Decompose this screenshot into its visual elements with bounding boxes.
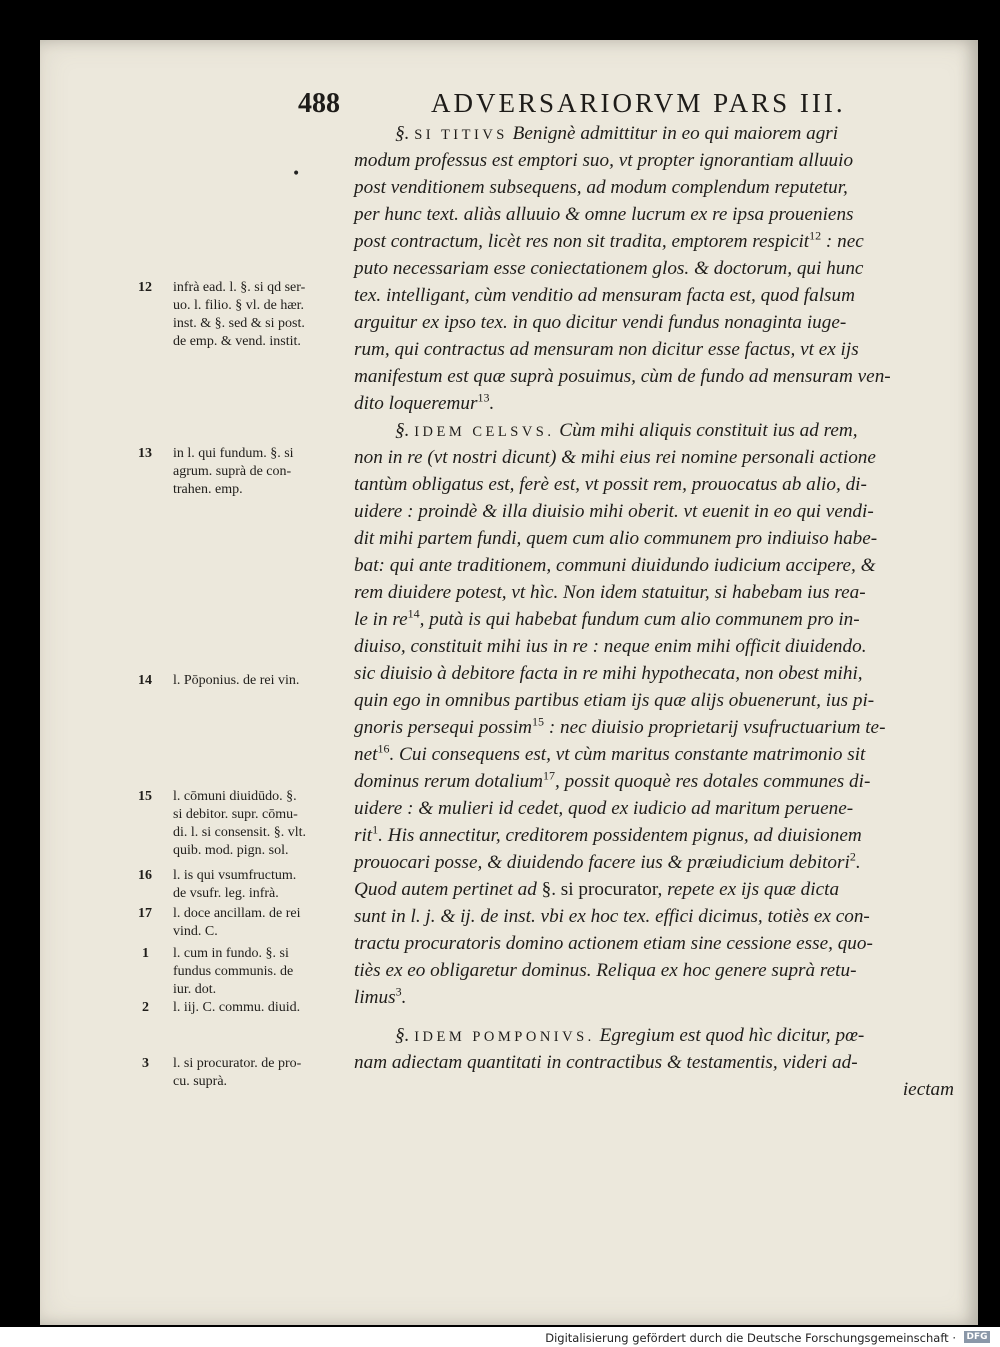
- text-line: [354, 822, 862, 847]
- text-segment: non in re (vt nostri dicunt) & mihi eius rei nomine personali actione: [354, 447, 876, 468]
- margin-note-number: 13: [138, 446, 152, 461]
- page-number: 488: [298, 88, 340, 119]
- text-line: [354, 339, 859, 361]
- text-line: [354, 663, 863, 685]
- text-segment: iectam: [902, 1079, 954, 1100]
- text-line: [395, 1025, 864, 1047]
- text-line: [354, 741, 866, 766]
- text-segment: uidere : proindè & illa diuisio mihi oberit. vt euenit in eo qui vendi-: [354, 501, 874, 522]
- text-segment: tractu procuratoris domino actionem etiam sine cessione esse, quo-: [354, 933, 873, 954]
- text-segment: , possit quoquè res dotales communes di-: [555, 771, 871, 792]
- margin-note-line: l. doce ancillam. de rei: [173, 906, 301, 921]
- text-line: [354, 636, 867, 658]
- book-page: [40, 40, 978, 1325]
- text-line: [354, 228, 864, 253]
- margin-note-line: de vsufr. leg. infrà.: [173, 886, 279, 901]
- text-segment: §. si procurator,: [541, 879, 663, 900]
- text-segment: , putà is qui habebat fundum cum alio communem pro in-: [419, 609, 860, 630]
- text-line: [395, 123, 838, 145]
- margin-note-line: in l. qui fundum. §. si: [173, 446, 294, 461]
- footnote-ref: 16: [377, 741, 390, 756]
- text-segment: tantùm obligatus est, ferè est, vt possit rem, prouocatus ab alio, di-: [354, 474, 867, 495]
- text-line: [395, 420, 858, 442]
- text-line: [354, 798, 853, 820]
- footnote-ref: 13: [477, 390, 490, 405]
- margin-note-line: de emp. & vend. instit.: [173, 334, 301, 349]
- text-line: [354, 366, 891, 388]
- margin-note-line: l. is qui vsumfructum.: [173, 868, 297, 883]
- text-line: [354, 849, 861, 874]
- margin-note-line: infrà ead. l. §. si qd ser-: [173, 280, 306, 295]
- text-line: [354, 984, 407, 1009]
- text-line: [354, 177, 848, 199]
- text-line: [354, 528, 877, 550]
- text-segment: limus: [354, 987, 396, 1008]
- margin-note-line: uo. l. filio. § vl. de hær.: [173, 298, 305, 313]
- footnote-ref: 12: [809, 228, 822, 243]
- text-segment: . Cui consequens est, vt cùm maritus constante matrimonio sit: [389, 744, 866, 765]
- text-segment: §.: [395, 123, 415, 144]
- text-segment: sic diuisio à debitore facta in re mihi hypothecata, non obest mihi,: [354, 663, 863, 684]
- text-segment: Egregium est quod hìc dicitur, pœ-: [594, 1025, 865, 1046]
- running-head: ADVERSARIORVM PARS III.: [431, 88, 846, 118]
- footnote-ref: 3: [395, 984, 402, 999]
- text-line: [354, 582, 866, 604]
- text-line: [354, 960, 857, 982]
- text-segment: dominus rerum dotalium: [354, 771, 544, 792]
- margin-note-line: cu. suprà.: [173, 1074, 228, 1089]
- text-segment: arguitur ex ipso tex. in quo dicitur vendi fundus nonaginta iuge-: [354, 312, 847, 333]
- text-segment: : nec diuisio proprietarij vsufructuarium te-: [544, 717, 886, 738]
- page-header: [298, 88, 958, 128]
- margin-note-line: agrum. suprà de con-: [173, 464, 292, 479]
- margin-note-line: di. l. si consensit. §. vlt.: [173, 825, 306, 840]
- text-segment: sunt in l. j. & ij. de inst. vbi ex hoc tex. effici dicimus, totiès ex con-: [354, 906, 870, 927]
- text-segment: net: [354, 744, 378, 765]
- text-segment: .: [489, 393, 495, 414]
- text-segment: quin ego in omnibus partibus etiam ijs quæ alijs obuenerunt, ius pi-: [354, 690, 875, 711]
- text-segment: .: [855, 852, 861, 873]
- text-line: [354, 447, 876, 469]
- text-segment: tex. intelligant, cùm venditio ad mensuram facta est, quod falsum: [354, 285, 855, 306]
- text-segment: modum professus est emptori suo, vt propter ignorantiam alluuio: [354, 150, 854, 171]
- margin-note-line: quib. mod. pign. sol.: [173, 843, 289, 858]
- footnote-ref: 17: [543, 768, 556, 783]
- margin-note-number: 2: [142, 1000, 149, 1015]
- footnote-ref: 15: [532, 714, 545, 729]
- margin-note-number: 17: [138, 906, 152, 921]
- text-line: [354, 1052, 858, 1074]
- margin-note-line: iur. dot.: [173, 982, 217, 997]
- text-segment: rum, qui contractus ad mensuram non dicitur esse factus, vt ex ijs: [354, 339, 859, 360]
- text-segment: repete ex ijs quæ dicta: [662, 879, 840, 900]
- margin-note-line: l. si procurator. de pro-: [173, 1056, 302, 1071]
- text-segment: Benignè admittitur in eo qui maiorem agri: [507, 123, 839, 144]
- margin-note-line: vind. C.: [173, 924, 218, 939]
- text-line: [354, 690, 874, 712]
- text-line: [354, 312, 846, 334]
- footnote-ref: 1: [372, 822, 379, 837]
- margin-note-line: l. Pōponius. de rei vin.: [173, 673, 300, 688]
- text-line: [354, 906, 870, 928]
- text-segment: le in re: [354, 609, 408, 630]
- text-segment: Quod autem pertinet ad: [354, 879, 542, 900]
- text-line: [354, 768, 871, 793]
- text-segment: : nec: [821, 231, 864, 252]
- margin-note-line: l. cōmuni diuidūdo. §.: [173, 789, 297, 804]
- text-segment: rit: [354, 825, 373, 846]
- text-segment: post contractum, licèt res non sit tradita, emptorem respicit: [354, 231, 810, 252]
- margin-note-number: 14: [138, 673, 152, 688]
- text-segment: manifestum est quæ suprà posuimus, cùm de fundo ad mensuram ven-: [354, 366, 891, 387]
- text-line: [354, 258, 863, 280]
- text-segment: bat: qui ante traditionem, communi diuidundo iudicium accipere, &: [354, 555, 876, 576]
- text-segment: .: [401, 987, 407, 1008]
- section-heading: SI TITIVS: [414, 127, 508, 143]
- text-segment: diuiso, constituit mihi ius in re : neque enim mihi officit diuidendo.: [354, 636, 867, 657]
- text-line: [354, 555, 876, 577]
- footnote-ref: 14: [407, 606, 420, 621]
- text-line: [354, 390, 495, 415]
- dfg-logo: DFG: [964, 1331, 990, 1343]
- text-line: [354, 606, 860, 631]
- dot-mark: •: [292, 166, 301, 182]
- text-segment: nam adiectam quantitati in contractibus & testamentis, videri ad-: [354, 1052, 858, 1073]
- text-segment: gnoris persequi possim: [354, 717, 533, 738]
- text-segment: §.: [395, 1025, 415, 1046]
- text-segment: rem diuidere potest, vt hìc. Non idem statuitur, si habebam ius rea-: [354, 582, 866, 603]
- margin-note-number: 15: [138, 789, 152, 804]
- section-heading: IDEM POMPONIVS.: [414, 1029, 595, 1045]
- margin-note-number: 1: [142, 946, 149, 961]
- text-line: [354, 879, 839, 901]
- margin-note-line: si debitor. supr. cōmu-: [173, 807, 298, 822]
- margin-note-number: 3: [142, 1056, 149, 1071]
- text-segment: dit mihi partem fundi, quem cum alio communem pro indiuiso habe-: [354, 528, 878, 549]
- footnote-ref: 2: [849, 849, 856, 864]
- text-line: [354, 204, 854, 226]
- margin-note-number: 12: [138, 280, 152, 295]
- text-segment: post venditionem subsequens, ad modum complendum reputetur,: [354, 177, 848, 198]
- text-segment: per hunc text. aliàs alluuio & omne lucrum ex re ipsa proueniens: [354, 204, 854, 225]
- margin-note-line: trahen. emp.: [173, 482, 243, 497]
- text-line: [354, 474, 867, 496]
- margin-note-line: l. cum in fundo. §. si: [173, 946, 289, 961]
- text-segment: §.: [395, 420, 415, 441]
- margin-note-line: fundus communis. de: [173, 964, 294, 979]
- margin-note-line: l. iij. C. commu. diuid.: [173, 1000, 301, 1015]
- text-segment: Cùm mihi aliquis constituit ius ad rem,: [554, 420, 858, 441]
- text-line: [354, 933, 873, 955]
- text-segment: uidere : & mulieri id cedet, quod ex iudicio ad maritum peruene-: [354, 798, 854, 819]
- text-line: [354, 285, 855, 307]
- footer-credit: Digitalisierung gefördert durch die Deutsche Forschungsgemeinschaft ·: [545, 1331, 956, 1345]
- text-line: [354, 714, 886, 739]
- text-line: [354, 501, 874, 523]
- text-segment: . His annectitur, creditorem possidentem pignus, ad diuisionem: [378, 825, 862, 846]
- margin-note-line: inst. & §. sed & si post.: [173, 316, 305, 331]
- text-segment: dito loqueremur: [354, 393, 478, 414]
- margin-note-number: 16: [138, 868, 152, 883]
- section-heading: IDEM CELSVS.: [414, 424, 555, 440]
- text-segment: tiès ex eo obligaretur dominus. Reliqua ex hoc genere suprà retu-: [354, 960, 857, 981]
- text-segment: prouocari posse, & diuidendo facere ius & præiudicium debitori: [354, 852, 850, 873]
- text-segment: puto necessariam esse coniectationem glos. & doctorum, qui hunc: [354, 258, 864, 279]
- text-line: [354, 150, 853, 172]
- text-line: [903, 1079, 954, 1101]
